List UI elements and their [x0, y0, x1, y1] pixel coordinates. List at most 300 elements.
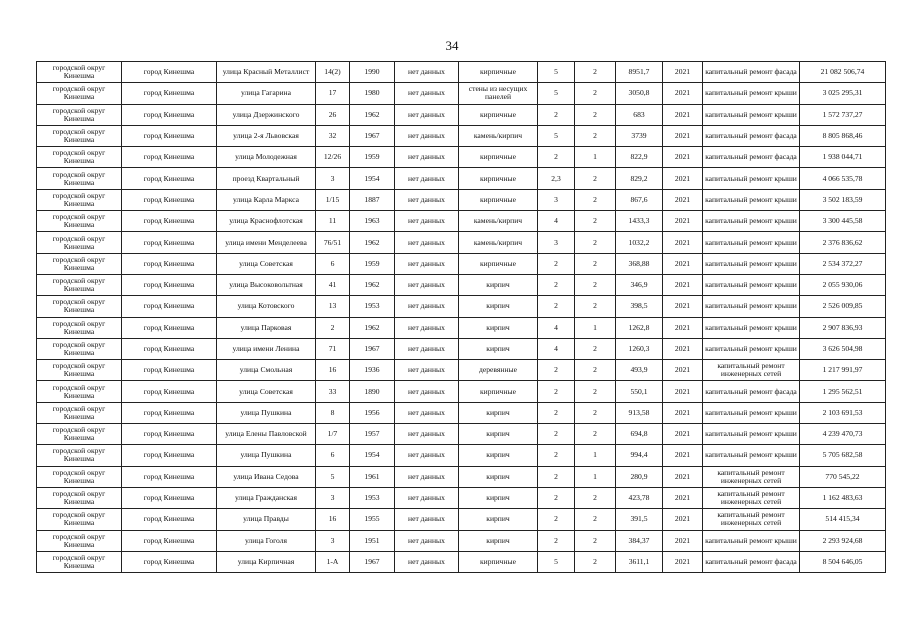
cell-commissioning: нет данных	[395, 466, 459, 487]
cell-floors: 5	[538, 551, 575, 572]
cell-commissioning: нет данных	[395, 509, 459, 530]
cell-entrances: 2	[575, 211, 616, 232]
cell-settlement: город Кинешма	[122, 466, 217, 487]
cell-entrances: 1	[575, 317, 616, 338]
cell-repair-year: 2021	[663, 445, 703, 466]
cell-floors: 5	[538, 125, 575, 146]
cell-repair-type: капитальный ремонт инженерных сетей	[703, 509, 800, 530]
cell-year-built: 1890	[350, 381, 395, 402]
cell-year-built: 1954	[350, 168, 395, 189]
cell-house-number: 71	[316, 338, 350, 359]
cell-year-built: 1936	[350, 360, 395, 381]
cell-wall-material: кирпич	[459, 466, 538, 487]
cell-entrances: 2	[575, 125, 616, 146]
cell-cost: 1 572 737,27	[800, 104, 886, 125]
cell-cost: 4 239 470,73	[800, 424, 886, 445]
cell-repair-year: 2021	[663, 551, 703, 572]
table-row	[37, 360, 886, 381]
cell-wall-material: кирпичные	[459, 253, 538, 274]
cell-wall-material: кирпич	[459, 509, 538, 530]
cell-area: 493,9	[616, 360, 663, 381]
cell-area: 994,4	[616, 445, 663, 466]
cell-settlement: город Кинешма	[122, 424, 217, 445]
cell-year-built: 1962	[350, 104, 395, 125]
cell-entrances: 1	[575, 445, 616, 466]
cell-commissioning: нет данных	[395, 104, 459, 125]
cell-repair-type: капитальный ремонт крыши	[703, 317, 800, 338]
housing-repair-table	[36, 61, 886, 573]
cell-entrances: 2	[575, 274, 616, 295]
cell-wall-material: кирпич	[459, 424, 538, 445]
cell-repair-year: 2021	[663, 232, 703, 253]
cell-municipality: городской округ Кинешма	[37, 147, 122, 168]
cell-commissioning: нет данных	[395, 274, 459, 295]
cell-year-built: 1980	[350, 83, 395, 104]
cell-wall-material: кирпич	[459, 274, 538, 295]
cell-cost: 8 504 646,05	[800, 551, 886, 572]
cell-repair-year: 2021	[663, 147, 703, 168]
cell-area: 683	[616, 104, 663, 125]
cell-floors: 2	[538, 274, 575, 295]
cell-house-number: 14(2)	[316, 62, 350, 83]
cell-entrances: 1	[575, 147, 616, 168]
cell-commissioning: нет данных	[395, 296, 459, 317]
cell-repair-type: капитальный ремонт фасада	[703, 147, 800, 168]
cell-wall-material: камень/кирпич	[459, 211, 538, 232]
table-row	[37, 381, 886, 402]
cell-street: улица Советская	[217, 253, 316, 274]
cell-municipality: городской округ Кинешма	[37, 402, 122, 423]
cell-area: 1433,3	[616, 211, 663, 232]
cell-area: 398,5	[616, 296, 663, 317]
cell-floors: 2	[538, 296, 575, 317]
table-row	[37, 338, 886, 359]
cell-house-number: 16	[316, 360, 350, 381]
cell-year-built: 1955	[350, 509, 395, 530]
cell-floors: 2	[538, 466, 575, 487]
cell-commissioning: нет данных	[395, 189, 459, 210]
cell-settlement: город Кинешма	[122, 338, 217, 359]
cell-municipality: городской округ Кинешма	[37, 168, 122, 189]
cell-area: 1262,8	[616, 317, 663, 338]
cell-settlement: город Кинешма	[122, 530, 217, 551]
cell-repair-type: капитальный ремонт крыши	[703, 402, 800, 423]
cell-cost: 2 055 930,06	[800, 274, 886, 295]
cell-house-number: 3	[316, 487, 350, 508]
cell-street: улица Елены Павловской	[217, 424, 316, 445]
cell-repair-type: капитальный ремонт крыши	[703, 232, 800, 253]
table-row	[37, 466, 886, 487]
cell-street: улица Правды	[217, 509, 316, 530]
cell-year-built: 1959	[350, 253, 395, 274]
cell-repair-year: 2021	[663, 168, 703, 189]
cell-cost: 1 295 562,51	[800, 381, 886, 402]
cell-street: улица Красный Металлист	[217, 62, 316, 83]
cell-repair-year: 2021	[663, 338, 703, 359]
cell-area: 423,78	[616, 487, 663, 508]
cell-settlement: город Кинешма	[122, 168, 217, 189]
cell-municipality: городской округ Кинешма	[37, 274, 122, 295]
cell-area: 867,6	[616, 189, 663, 210]
cell-entrances: 2	[575, 189, 616, 210]
cell-settlement: город Кинешма	[122, 360, 217, 381]
cell-repair-year: 2021	[663, 424, 703, 445]
cell-municipality: городской округ Кинешма	[37, 509, 122, 530]
cell-wall-material: кирпичные	[459, 168, 538, 189]
cell-floors: 2	[538, 360, 575, 381]
cell-area: 3611,1	[616, 551, 663, 572]
cell-cost: 1 938 044,71	[800, 147, 886, 168]
table-row	[37, 125, 886, 146]
cell-repair-type: капитальный ремонт крыши	[703, 274, 800, 295]
cell-settlement: город Кинешма	[122, 551, 217, 572]
cell-house-number: 16	[316, 509, 350, 530]
cell-cost: 2 907 836,93	[800, 317, 886, 338]
table-row	[37, 445, 886, 466]
table-row	[37, 83, 886, 104]
cell-settlement: город Кинешма	[122, 189, 217, 210]
cell-wall-material: деревянные	[459, 360, 538, 381]
cell-floors: 2	[538, 253, 575, 274]
cell-repair-year: 2021	[663, 381, 703, 402]
cell-repair-year: 2021	[663, 104, 703, 125]
cell-house-number: 26	[316, 104, 350, 125]
table-row	[37, 189, 886, 210]
cell-street: улица Советская	[217, 381, 316, 402]
cell-cost: 3 502 183,59	[800, 189, 886, 210]
cell-house-number: 12/26	[316, 147, 350, 168]
table-row	[37, 274, 886, 295]
table-row	[37, 530, 886, 551]
table-row	[37, 551, 886, 572]
cell-cost: 4 066 535,78	[800, 168, 886, 189]
table-row	[37, 168, 886, 189]
cell-floors: 2	[538, 487, 575, 508]
cell-house-number: 11	[316, 211, 350, 232]
cell-house-number: 17	[316, 83, 350, 104]
cell-municipality: городской округ Кинешма	[37, 211, 122, 232]
cell-settlement: город Кинешма	[122, 83, 217, 104]
cell-repair-type: капитальный ремонт фасада	[703, 551, 800, 572]
cell-house-number: 33	[316, 381, 350, 402]
cell-municipality: городской округ Кинешма	[37, 381, 122, 402]
cell-municipality: городской округ Кинешма	[37, 551, 122, 572]
cell-commissioning: нет данных	[395, 147, 459, 168]
cell-settlement: город Кинешма	[122, 445, 217, 466]
cell-cost: 2 293 924,68	[800, 530, 886, 551]
cell-year-built: 1953	[350, 487, 395, 508]
table-row	[37, 317, 886, 338]
cell-municipality: городской округ Кинешма	[37, 189, 122, 210]
cell-settlement: город Кинешма	[122, 211, 217, 232]
cell-cost: 8 805 868,46	[800, 125, 886, 146]
cell-repair-year: 2021	[663, 125, 703, 146]
cell-repair-type: капитальный ремонт крыши	[703, 104, 800, 125]
cell-entrances: 2	[575, 509, 616, 530]
cell-year-built: 1963	[350, 211, 395, 232]
cell-floors: 2	[538, 147, 575, 168]
cell-floors: 4	[538, 211, 575, 232]
cell-repair-type: капитальный ремонт крыши	[703, 168, 800, 189]
cell-entrances: 2	[575, 83, 616, 104]
table-row	[37, 104, 886, 125]
cell-street: проезд Квартальный	[217, 168, 316, 189]
cell-commissioning: нет данных	[395, 487, 459, 508]
cell-house-number: 8	[316, 402, 350, 423]
cell-floors: 2	[538, 509, 575, 530]
cell-house-number: 3	[316, 530, 350, 551]
cell-repair-year: 2021	[663, 83, 703, 104]
cell-house-number: 1/15	[316, 189, 350, 210]
cell-cost: 3 300 445,58	[800, 211, 886, 232]
cell-entrances: 2	[575, 168, 616, 189]
cell-wall-material: кирпич	[459, 402, 538, 423]
cell-municipality: городской округ Кинешма	[37, 232, 122, 253]
cell-repair-year: 2021	[663, 296, 703, 317]
cell-cost: 2 534 372,27	[800, 253, 886, 274]
cell-settlement: город Кинешма	[122, 487, 217, 508]
cell-settlement: город Кинешма	[122, 402, 217, 423]
cell-municipality: городской округ Кинешма	[37, 83, 122, 104]
cell-wall-material: кирпич	[459, 296, 538, 317]
cell-municipality: городской округ Кинешма	[37, 466, 122, 487]
cell-floors: 2	[538, 530, 575, 551]
cell-cost: 2 526 009,85	[800, 296, 886, 317]
cell-street: улица Пушкина	[217, 402, 316, 423]
cell-settlement: город Кинешма	[122, 381, 217, 402]
cell-area: 3050,8	[616, 83, 663, 104]
cell-year-built: 1957	[350, 424, 395, 445]
cell-municipality: городской округ Кинешма	[37, 338, 122, 359]
cell-repair-type: капитальный ремонт инженерных сетей	[703, 360, 800, 381]
cell-entrances: 2	[575, 296, 616, 317]
cell-repair-type: капитальный ремонт инженерных сетей	[703, 487, 800, 508]
cell-cost: 514 415,34	[800, 509, 886, 530]
cell-house-number: 32	[316, 125, 350, 146]
cell-repair-type: капитальный ремонт крыши	[703, 445, 800, 466]
cell-house-number: 2	[316, 317, 350, 338]
cell-settlement: город Кинешма	[122, 253, 217, 274]
table-row	[37, 147, 886, 168]
cell-street: улица Высоковольтная	[217, 274, 316, 295]
cell-settlement: город Кинешма	[122, 317, 217, 338]
cell-floors: 3	[538, 232, 575, 253]
cell-wall-material: кирпичные	[459, 381, 538, 402]
cell-house-number: 5	[316, 466, 350, 487]
cell-municipality: городской округ Кинешма	[37, 296, 122, 317]
cell-cost: 3 025 295,31	[800, 83, 886, 104]
cell-cost: 3 626 504,98	[800, 338, 886, 359]
cell-house-number: 76/51	[316, 232, 350, 253]
cell-repair-type: капитальный ремонт крыши	[703, 530, 800, 551]
cell-entrances: 1	[575, 466, 616, 487]
cell-year-built: 1887	[350, 189, 395, 210]
cell-area: 913,58	[616, 402, 663, 423]
cell-house-number: 41	[316, 274, 350, 295]
cell-cost: 770 545,22	[800, 466, 886, 487]
cell-repair-year: 2021	[663, 317, 703, 338]
cell-area: 391,5	[616, 509, 663, 530]
cell-repair-year: 2021	[663, 402, 703, 423]
table-row	[37, 424, 886, 445]
cell-repair-year: 2021	[663, 487, 703, 508]
cell-wall-material: кирпичные	[459, 189, 538, 210]
cell-area: 550,1	[616, 381, 663, 402]
cell-entrances: 2	[575, 338, 616, 359]
cell-settlement: город Кинешма	[122, 274, 217, 295]
cell-commissioning: нет данных	[395, 125, 459, 146]
cell-street: улица Дзержинского	[217, 104, 316, 125]
cell-street: улица Пушкина	[217, 445, 316, 466]
cell-floors: 2,3	[538, 168, 575, 189]
cell-repair-type: капитальный ремонт крыши	[703, 424, 800, 445]
cell-year-built: 1962	[350, 232, 395, 253]
cell-cost: 2 103 691,53	[800, 402, 886, 423]
cell-wall-material: кирпич	[459, 530, 538, 551]
cell-commissioning: нет данных	[395, 83, 459, 104]
cell-wall-material: кирпич	[459, 338, 538, 359]
cell-wall-material: стены из несущих панелей	[459, 83, 538, 104]
cell-settlement: город Кинешма	[122, 62, 217, 83]
cell-street: улица Ивана Седова	[217, 466, 316, 487]
page-number: 34	[445, 38, 459, 53]
cell-municipality: городской округ Кинешма	[37, 253, 122, 274]
cell-floors: 5	[538, 83, 575, 104]
cell-area: 280,9	[616, 466, 663, 487]
cell-street: улица имени Ленина	[217, 338, 316, 359]
cell-repair-year: 2021	[663, 189, 703, 210]
cell-settlement: город Кинешма	[122, 296, 217, 317]
cell-municipality: городской округ Кинешма	[37, 125, 122, 146]
cell-street: улица Молодежная	[217, 147, 316, 168]
cell-settlement: город Кинешма	[122, 509, 217, 530]
cell-settlement: город Кинешма	[122, 232, 217, 253]
cell-repair-type: капитальный ремонт инженерных сетей	[703, 466, 800, 487]
cell-municipality: городской округ Кинешма	[37, 360, 122, 381]
cell-repair-type: капитальный ремонт крыши	[703, 296, 800, 317]
cell-year-built: 1953	[350, 296, 395, 317]
cell-area: 829,2	[616, 168, 663, 189]
cell-floors: 3	[538, 189, 575, 210]
cell-wall-material: кирпич	[459, 445, 538, 466]
cell-repair-year: 2021	[663, 62, 703, 83]
cell-commissioning: нет данных	[395, 381, 459, 402]
cell-street: улица Гоголя	[217, 530, 316, 551]
cell-area: 1032,2	[616, 232, 663, 253]
cell-house-number: 1/7	[316, 424, 350, 445]
table-row	[37, 509, 886, 530]
cell-area: 3739	[616, 125, 663, 146]
cell-settlement: город Кинешма	[122, 104, 217, 125]
cell-entrances: 2	[575, 551, 616, 572]
cell-repair-type: капитальный ремонт крыши	[703, 253, 800, 274]
cell-year-built: 1956	[350, 402, 395, 423]
cell-settlement: город Кинешма	[122, 147, 217, 168]
cell-house-number: 13	[316, 296, 350, 317]
table-row	[37, 232, 886, 253]
cell-floors: 2	[538, 381, 575, 402]
cell-repair-type: капитальный ремонт крыши	[703, 338, 800, 359]
cell-street: улица Карла Маркса	[217, 189, 316, 210]
cell-area: 384,37	[616, 530, 663, 551]
cell-cost: 1 217 991,97	[800, 360, 886, 381]
cell-street: улица Гражданская	[217, 487, 316, 508]
cell-commissioning: нет данных	[395, 62, 459, 83]
cell-repair-year: 2021	[663, 211, 703, 232]
cell-commissioning: нет данных	[395, 360, 459, 381]
cell-entrances: 2	[575, 253, 616, 274]
cell-commissioning: нет данных	[395, 445, 459, 466]
cell-street: улица 2-я Львовская	[217, 125, 316, 146]
cell-repair-year: 2021	[663, 360, 703, 381]
cell-municipality: городской округ Кинешма	[37, 104, 122, 125]
cell-wall-material: кирпич	[459, 487, 538, 508]
cell-area: 8951,7	[616, 62, 663, 83]
cell-commissioning: нет данных	[395, 253, 459, 274]
cell-year-built: 1990	[350, 62, 395, 83]
cell-wall-material: кирпичные	[459, 104, 538, 125]
cell-repair-year: 2021	[663, 274, 703, 295]
cell-commissioning: нет данных	[395, 551, 459, 572]
cell-settlement: город Кинешма	[122, 125, 217, 146]
cell-street: улица Смольная	[217, 360, 316, 381]
cell-wall-material: кирпичные	[459, 551, 538, 572]
table-row	[37, 253, 886, 274]
cell-wall-material: камень/кирпич	[459, 125, 538, 146]
cell-wall-material: кирпич	[459, 317, 538, 338]
cell-repair-year: 2021	[663, 466, 703, 487]
cell-repair-year: 2021	[663, 509, 703, 530]
cell-commissioning: нет данных	[395, 232, 459, 253]
cell-area: 346,9	[616, 274, 663, 295]
cell-year-built: 1967	[350, 125, 395, 146]
cell-floors: 2	[538, 424, 575, 445]
cell-year-built: 1962	[350, 274, 395, 295]
cell-floors: 2	[538, 445, 575, 466]
table-row	[37, 402, 886, 423]
cell-repair-type: капитальный ремонт крыши	[703, 211, 800, 232]
table-row	[37, 296, 886, 317]
cell-repair-year: 2021	[663, 530, 703, 551]
cell-entrances: 2	[575, 232, 616, 253]
cell-house-number: 6	[316, 253, 350, 274]
cell-cost: 5 705 682,58	[800, 445, 886, 466]
cell-municipality: городской округ Кинешма	[37, 317, 122, 338]
cell-wall-material: кирпичные	[459, 147, 538, 168]
cell-street: улица Кирпичная	[217, 551, 316, 572]
cell-commissioning: нет данных	[395, 168, 459, 189]
cell-entrances: 2	[575, 424, 616, 445]
cell-commissioning: нет данных	[395, 338, 459, 359]
cell-year-built: 1959	[350, 147, 395, 168]
cell-year-built: 1967	[350, 551, 395, 572]
cell-commissioning: нет данных	[395, 402, 459, 423]
table-row	[37, 211, 886, 232]
cell-cost: 1 162 483,63	[800, 487, 886, 508]
cell-repair-type: капитальный ремонт крыши	[703, 189, 800, 210]
cell-floors: 2	[538, 104, 575, 125]
cell-municipality: городской округ Кинешма	[37, 445, 122, 466]
cell-repair-year: 2021	[663, 253, 703, 274]
cell-wall-material: кирпичные	[459, 62, 538, 83]
cell-street: улица имени Менделеева	[217, 232, 316, 253]
cell-house-number: 3	[316, 168, 350, 189]
cell-repair-type: капитальный ремонт крыши	[703, 83, 800, 104]
cell-floors: 4	[538, 317, 575, 338]
cell-area: 822,9	[616, 147, 663, 168]
table-row	[37, 62, 886, 83]
table-row	[37, 487, 886, 508]
